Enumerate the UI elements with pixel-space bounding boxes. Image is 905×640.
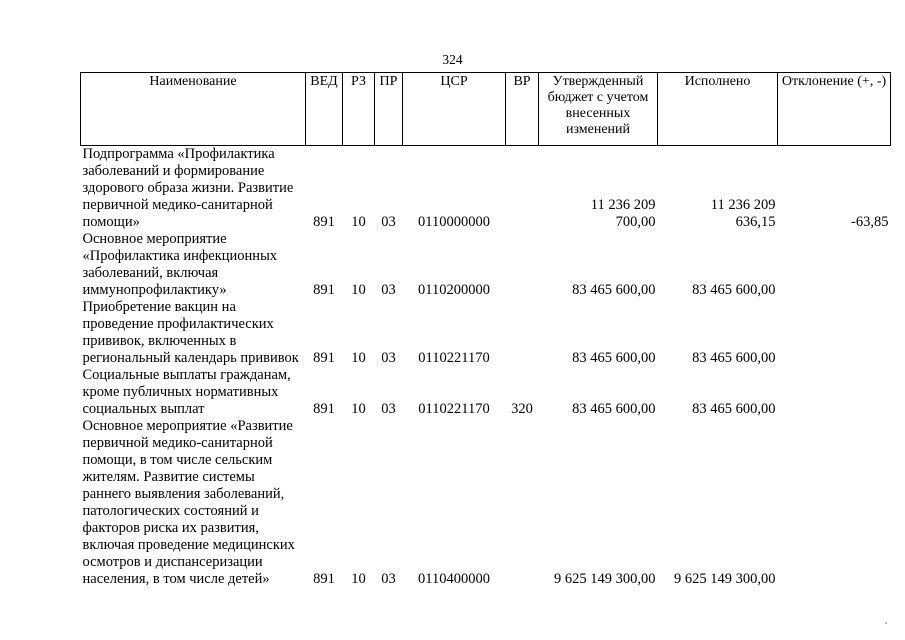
row-approved: 83 465 600,00 [572,350,656,366]
row-pr: 03 [381,350,396,366]
row-name: Подпрограмма «Профилактика заболеваний и формирование здорового образа жизни. Развитие первичной медико-санитарной помощи» [82,146,294,230]
row-name: Основное мероприятие «Профилактика инфекционных заболеваний, включая иммунопрофилактику» [82,231,278,298]
row-approved: 83 465 600,00 [572,401,656,417]
row-rz: 10 [351,214,366,230]
row-deviation: -63,85 [851,214,889,230]
row-executed: 9 625 149 300,00 [674,571,776,587]
row-name: Основное мероприятие «Развитие первичной медико-санитарной помощи, в том числе сельским жителям. Развитие системы раннего выявления заболеваний, патологических состояний и факторов риска их развития, включая проведение медицинских осмотров и диспансеризации населения, в том числе детей» [82,418,295,587]
page-number: 324 [442,52,463,67]
row-vr [506,299,539,367]
row-rz: 10 [351,282,366,298]
row-csr: 0110221170 [418,350,490,366]
header-deviation: Отклонение (+, -) [778,73,891,146]
row-ved: 891 [313,214,335,230]
header-pr: ПР [375,73,403,146]
row-deviation [778,231,891,299]
header-rz: РЗ [343,73,375,146]
table-row [81,146,891,232]
header-name: Наименование [81,73,306,146]
row-approved: 83 465 600,00 [572,282,656,298]
row-rz: 10 [351,401,366,417]
row-pr: 03 [381,401,396,417]
table-row [81,367,891,418]
row-pr: 03 [381,214,396,230]
table-header-row [81,73,891,146]
row-csr: 0110400000 [418,571,490,587]
header-ved: ВЕД [306,73,343,146]
row-csr: 0110000000 [418,214,490,230]
row-executed: 83 465 600,00 [692,401,776,417]
row-pr: 03 [381,571,396,587]
scan-speck [885,622,887,624]
row-name: Социальные выплаты гражданам, кроме публичных нормативных социальных выплат [82,367,291,417]
header-vr: ВР [506,73,539,146]
table-row [81,231,891,299]
table-row [81,418,891,588]
row-deviation [778,367,891,418]
row-rz: 10 [351,350,366,366]
row-ved: 891 [313,571,335,587]
row-ved: 891 [313,350,335,366]
row-approved: 9 625 149 300,00 [554,571,656,587]
row-csr: 0110221170 [418,401,490,417]
row-executed: 83 465 600,00 [692,282,776,298]
header-executed: Исполнено [658,73,778,146]
table-row [81,299,891,367]
row-rz: 10 [351,571,366,587]
row-ved: 891 [313,401,335,417]
row-vr [506,418,539,588]
row-approved: 11 236 209 700,00 [590,197,656,230]
row-deviation [778,299,891,367]
row-vr: 320 [511,401,533,417]
row-vr [506,146,539,232]
row-pr: 03 [381,282,396,298]
row-ved: 891 [313,282,335,298]
row-executed: 11 236 209 636,15 [710,197,776,230]
header-approved: Утвержденный бюджет с учетом внесенных изменений [539,73,658,146]
row-deviation [778,418,891,588]
header-csr: ЦСР [403,73,506,146]
row-csr: 0110200000 [418,282,490,298]
row-name: Приобретение вакцин на проведение профилактических прививок, включенных в региональный календарь прививок [82,299,299,366]
row-vr [506,231,539,299]
budget-execution-table [80,72,891,588]
row-executed: 83 465 600,00 [692,350,776,366]
